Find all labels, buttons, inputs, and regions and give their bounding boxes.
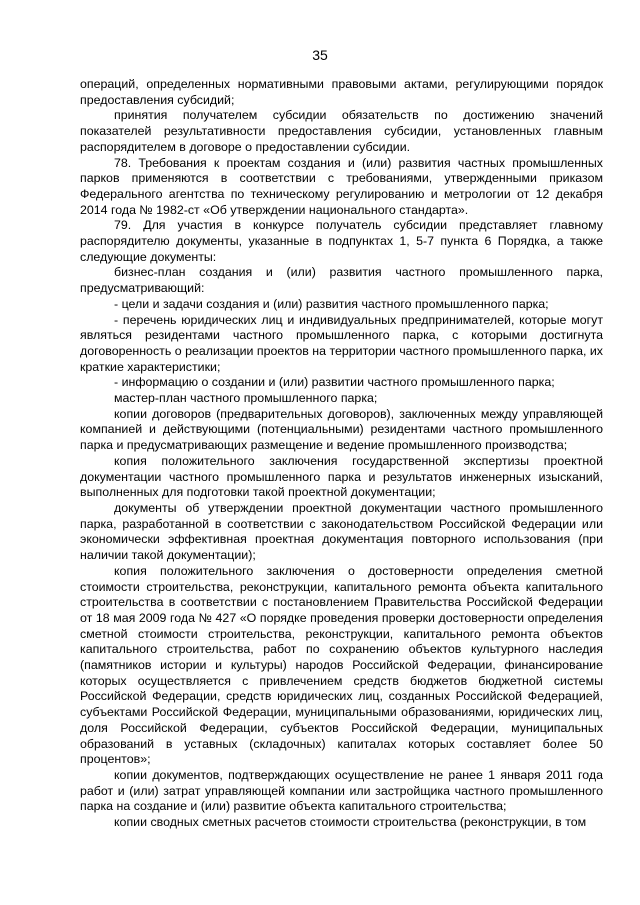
page-number: 35 — [312, 47, 328, 63]
paragraph: 78. Требования к проектам создания и (или) развития частных промышленных парков применяются в соответствии с требованиями, утвержденными приказом Федерального агентства по техническому регулированию и метрологии от 12 декабря 2014 года № 1982-ст «Об утверждении национального стандарта». — [80, 155, 603, 217]
document-body — [80, 77, 603, 831]
paragraph: - цели и задачи создания и (или) развития частного промышленного парка; — [114, 296, 549, 311]
paragraph: принятия получателем субсидии обязательств по достижению значений показателей результативности предоставления субсидии, установленных главным распорядителем в договоре о предоставлении субсидии. — [80, 108, 603, 154]
paragraph: 79. Для участия в конкурсе получатель субсидии представляет главному распорядителю документы, указанные в подпунктах 1, 5-7 пункта 6 Порядка, а также следующие документы: — [80, 218, 603, 264]
paragraph: копии сводных сметных расчетов стоимости строительства (реконструкции, в том — [114, 815, 587, 830]
paragraph: операций, определенных нормативными правовыми актами, регулирующими порядок предоставления субсидий; — [80, 77, 603, 107]
paragraph: копии договоров (предварительных договоров), заключенных между управляющей компанией и действующими (потенциальными) резидентами частного промышленного парка и предусматривающих размещение и ведение промышленного производства; — [80, 406, 603, 453]
paragraph: копии документов, подтверждающих осуществление не ранее 1 января 2011 года работ и (или) затрат управляющей компании или застройщика частного промышленного парка на создание и (или) развитие объекта капитального строительства; — [80, 767, 603, 814]
paragraph: копия положительного заключения о достоверности определения сметной стоимости строительства, реконструкции, капитального ремонта объекта капитального строительства в соответствии с постановлением Правительства Российской Федерации от 18 мая 2009 года № 427 «О порядке проведения проверки достоверности определения сметной стоимости строительства, реконструкции, капитального ремонта объектов капитального строительства, работ по сохранению объектов культурного наследия (памятников истории и культуры) народов Российской Федерации, финансирование которых осуществляется с привлечением средств бюджетов бюджетной системы Российской Федерации, средств юридических лиц, созданных Российской Федерацией, субъектами Российской Федерации, муниципальными образованиями, юридических лиц, доля Российской Федерации, субъектов Российской Федерации, муниципальных образований в уставных (складочных) капиталах которых составляет более 50 процентов»; — [80, 563, 603, 767]
paragraph: бизнес-план создания и (или) развития частного промышленного парка, предусматривающий: — [80, 265, 603, 296]
paragraph: мастер-план частного промышленного парка; — [114, 391, 378, 406]
paragraph: копия положительного заключения государственной экспертизы проектной документации частного промышленного парка и результатов инженерных изысканий, выполненных для подготовки такой проектной документации; — [80, 453, 603, 500]
paragraph: документы об утверждении проектной документации частного промышленного парка, разработанной в соответствии с законодательством Российской Федерации или экономически эффективная проектная документация повторного использования (при наличии такой документации); — [80, 500, 603, 563]
paragraph: - перечень юридических лиц и индивидуальных предпринимателей, которые могут являться резидентами частного промышленного парка, с которыми достигнута договоренность о реализации проектов на территории частного промышленного парка, их краткие характеристики; — [80, 312, 603, 374]
paragraph: - информацию о создании и (или) развитии частного промышленного парка; — [114, 375, 555, 390]
